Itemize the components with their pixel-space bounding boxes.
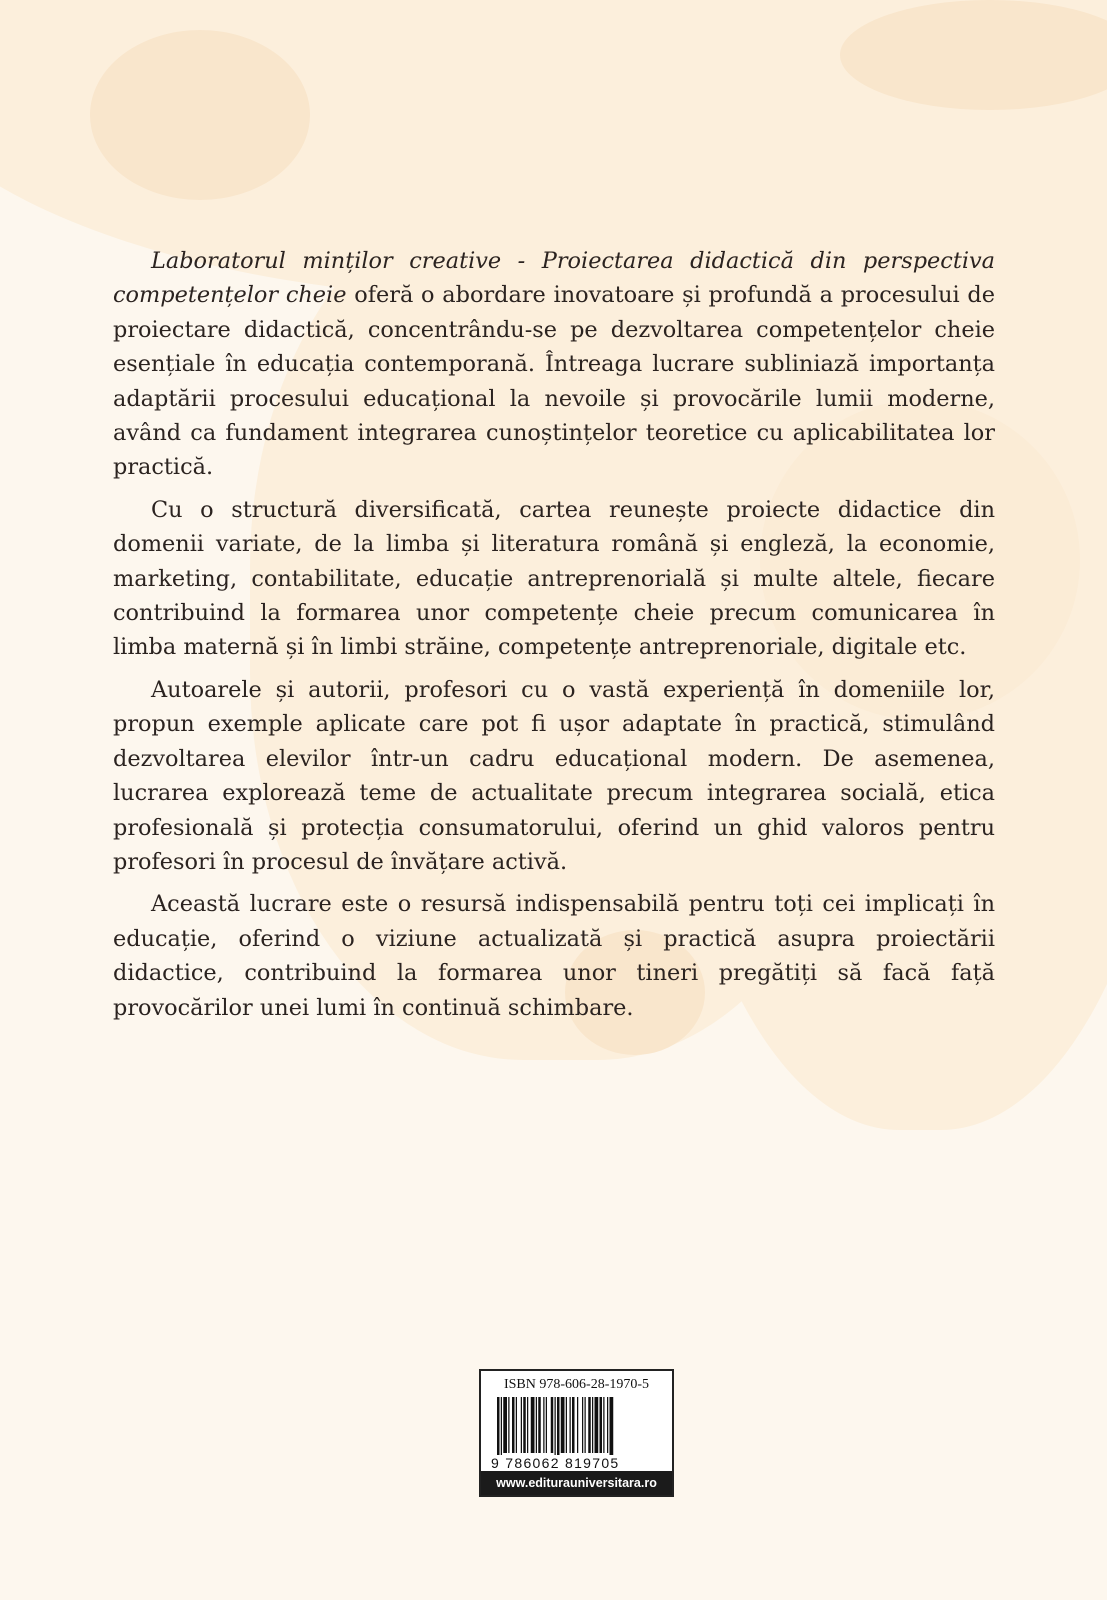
barcode-bar — [585, 1397, 586, 1453]
book-title-italic: Laboratorul minților creative - Proiectarea didactică din perspectiva competențelor cheie — [113, 248, 995, 309]
barcode-bar — [508, 1397, 509, 1453]
barcode-bar — [538, 1397, 541, 1453]
barcode-bar — [566, 1397, 567, 1453]
publisher-website: www.editurauniversitara.ro — [481, 1471, 672, 1495]
barcode-bar — [561, 1397, 565, 1453]
barcode-digits: 9 786062 819705 — [491, 1455, 620, 1471]
barcode-bar — [588, 1397, 591, 1453]
barcode-bar — [501, 1397, 502, 1455]
barcode-bar — [497, 1397, 500, 1455]
isbn-barcode — [479, 1369, 674, 1497]
barcode-bar — [503, 1397, 507, 1453]
barcode-bar — [557, 1397, 560, 1455]
barcode-bars — [491, 1397, 667, 1455]
barcode-bar — [551, 1397, 554, 1453]
barcode-bar — [582, 1397, 583, 1453]
barcode-bar — [603, 1397, 604, 1453]
background-shape — [90, 30, 310, 200]
isbn-label: ISBN 978-606-28-1970-5 — [503, 1377, 650, 1392]
paragraph-2: Cu o structură diversificată, cartea reunește proiecte didactice din domenii variate, de la limba și literatura română și engleză, la economie, marketing, contabilitate, educație antreprenorială și multe altele, fiecare contribuind la formarea unor competențe cheie precum comunicarea în limba maternă și în limbi străine, competențe antreprenoriale, digitale etc. — [113, 496, 995, 661]
paragraph-3: Autoarele și autorii, profesori cu o vastă experiență în domeniile lor, propun exemple aplicate care pot fi ușor adaptate în practică, stimulând dezvoltarea elevilor într-un cadru educațional modern. De asemenea, lucrarea explorează teme de actualitate precum integrarea socială, etica profesională și protecția consumatorului, oferind un ghid valoros pentru profesori în procesul de învățare activă. — [113, 676, 995, 875]
paragraph-1-text: oferă o abordare inovatoare și profundă a procesului de proiectare didactică, concentrându-se pe dezvoltarea competențelor cheie esențiale în educația contemporană. Întreaga lucrare subliniază importanța adaptării procesului educațional la nevoile și provocările lumii moderne, având ca fundament integrarea cunoștințelor teoretice cu aplicabilitatea lor practică. — [113, 282, 996, 481]
back-cover-text — [113, 244, 995, 1033]
barcode-bar — [555, 1397, 556, 1455]
barcode-bar — [516, 1397, 517, 1453]
barcode-bar — [595, 1397, 599, 1453]
barcode-bar — [600, 1397, 603, 1453]
paragraph-1 — [113, 244, 995, 485]
barcode-bar — [577, 1397, 578, 1453]
barcode-bar — [523, 1397, 526, 1453]
barcode-bar — [543, 1397, 544, 1453]
barcode-bar — [610, 1397, 614, 1455]
barcode-bar — [512, 1397, 515, 1453]
barcode-bar — [527, 1397, 528, 1453]
paragraph-4: Această lucrare este o resursă indispensabilă pentru toți cei implicați în educație, oferind o viziune actualizată și practică asupra proiectării didactice, contribuind la formarea unor tineri pregătiți să facă față provocărilor unei lumi în continuă schimbare. — [113, 891, 995, 1021]
barcode-bar — [570, 1397, 571, 1453]
barcode-bar — [536, 1397, 537, 1453]
barcode-bar — [531, 1397, 535, 1453]
barcode-bar — [607, 1397, 608, 1453]
barcode-bar — [521, 1397, 522, 1453]
barcode-bar — [572, 1397, 575, 1453]
barcode-bar — [592, 1397, 593, 1453]
barcode-bar — [546, 1397, 547, 1453]
